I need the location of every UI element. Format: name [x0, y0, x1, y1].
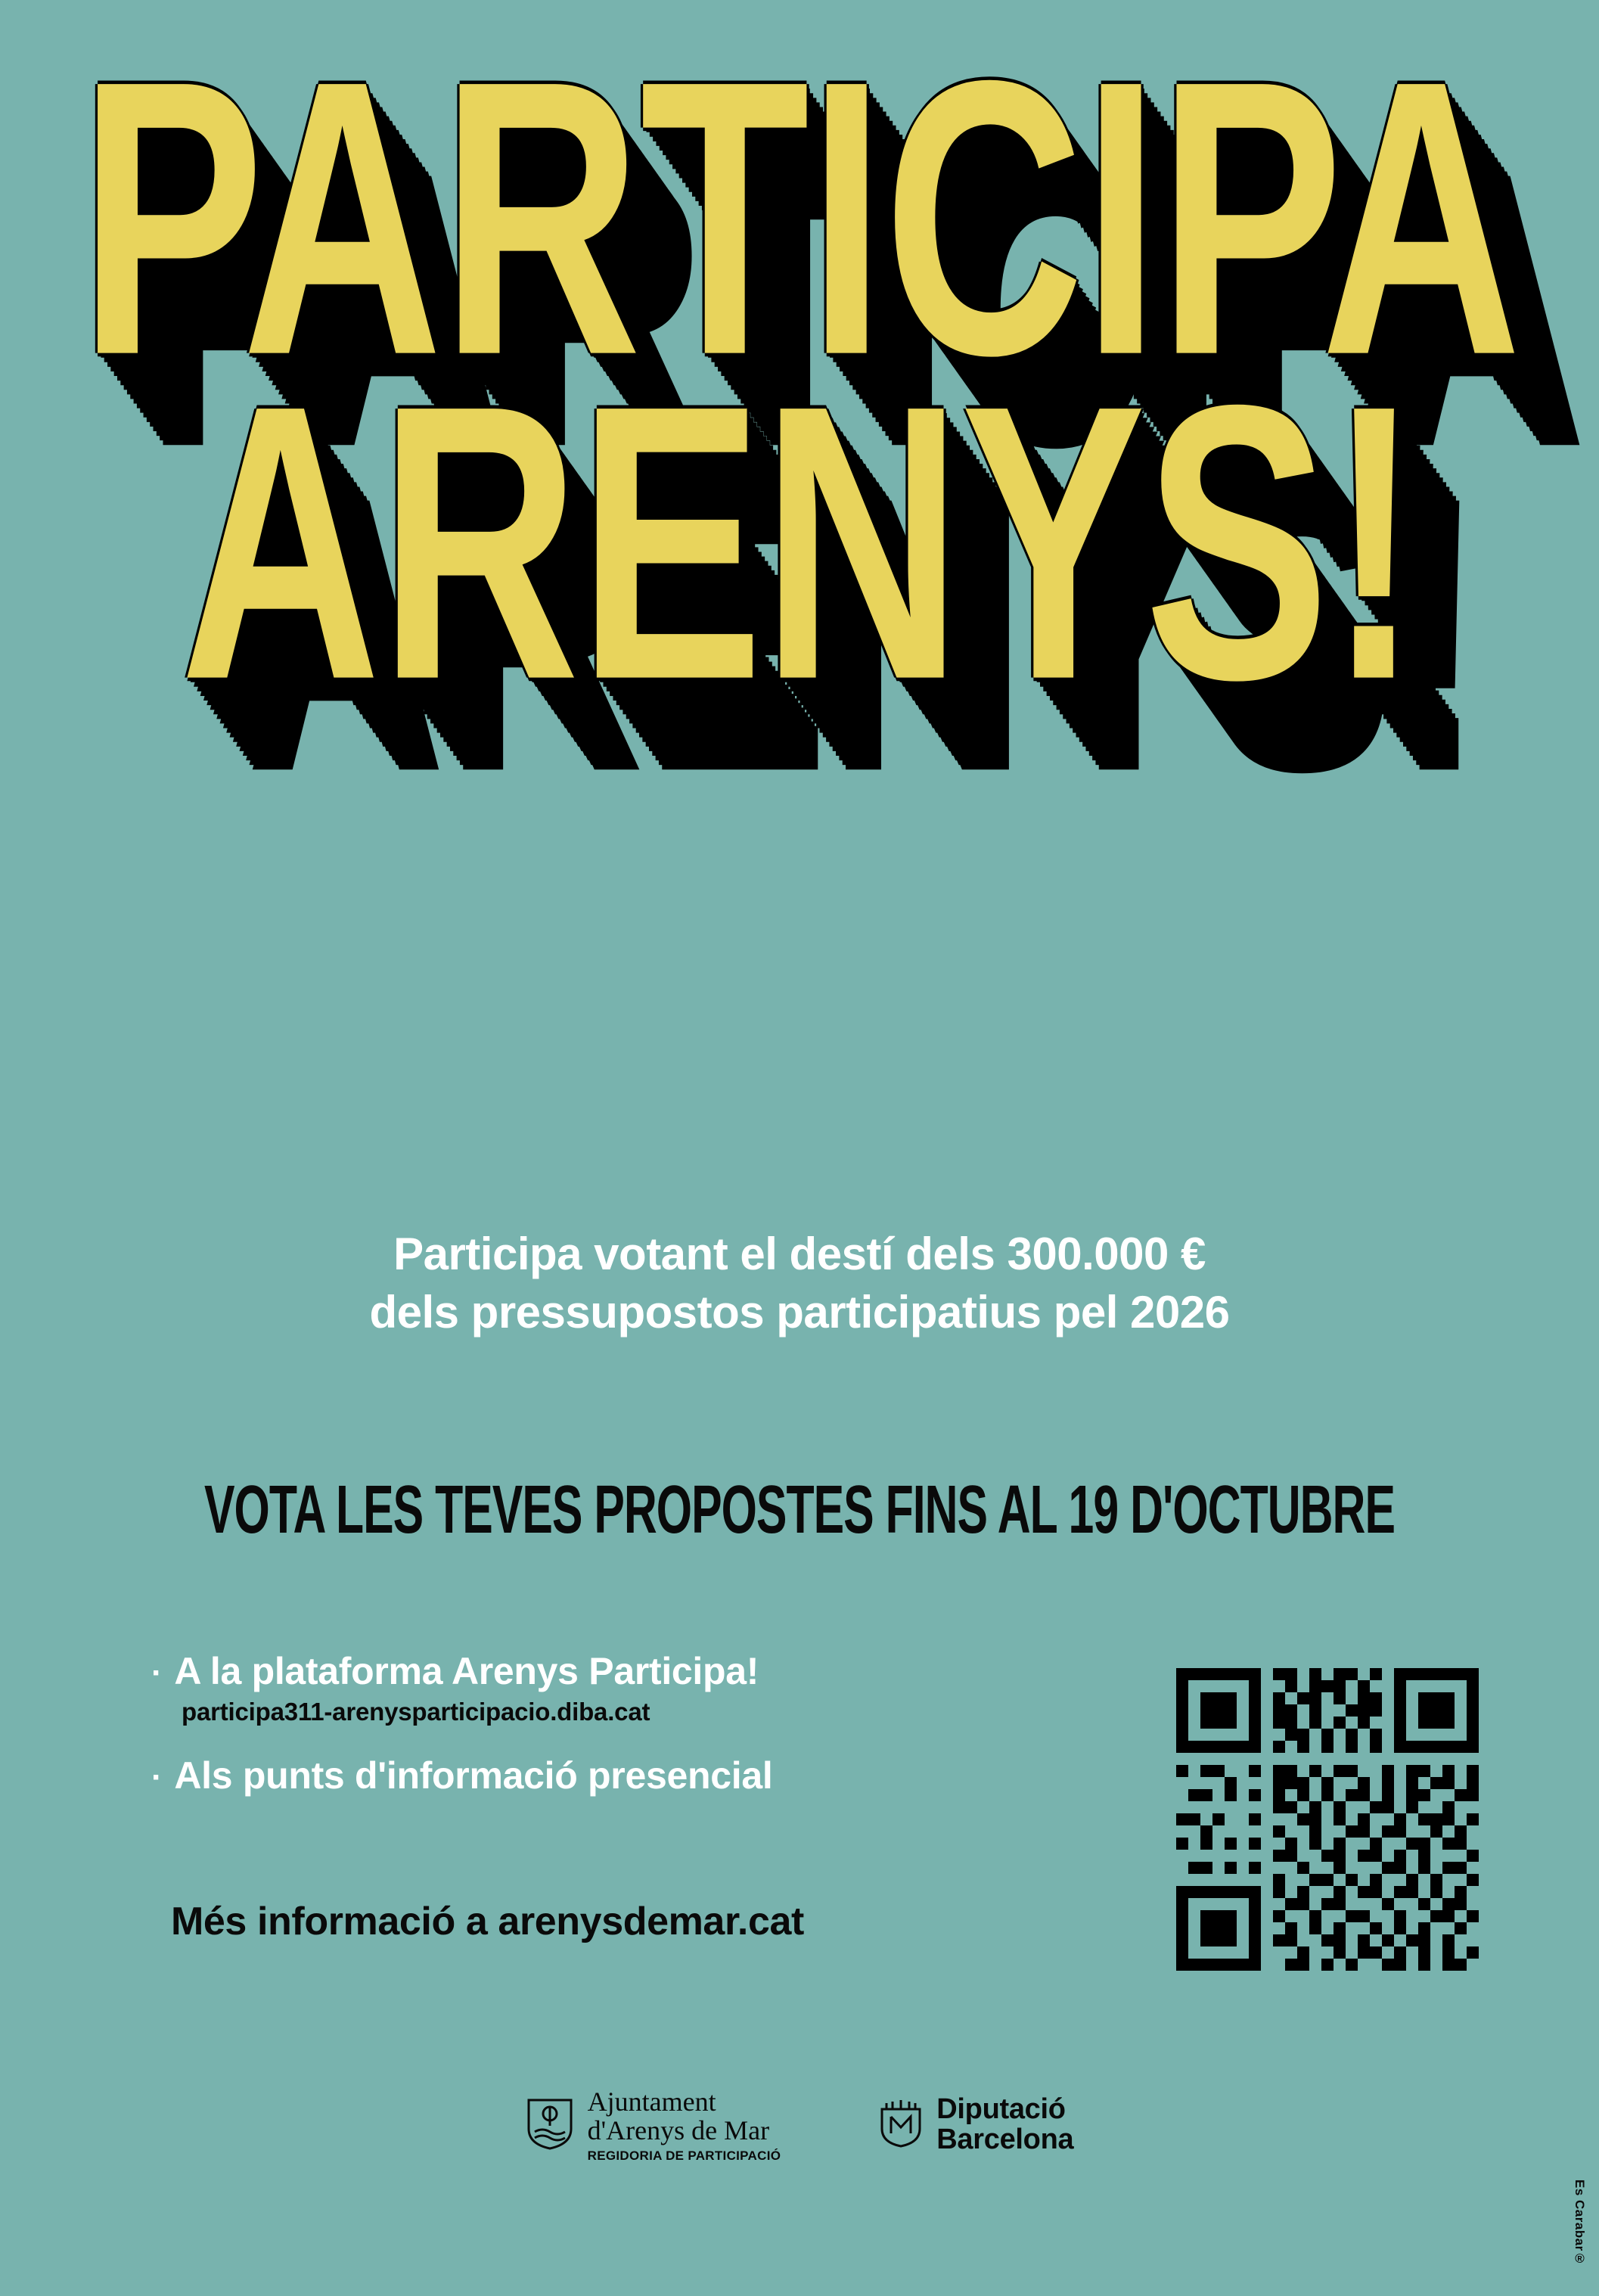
footer-logos	[0, 2088, 1599, 2162]
logo-line-3: REGIDORIA DE PARTICIPACIÓ	[587, 2148, 781, 2163]
list-item-label: A la plataforma Arenys Participa!	[174, 1650, 759, 1692]
diputacio-crest-icon	[879, 2099, 923, 2152]
logo-line-1: Diputació	[936, 2093, 1066, 2126]
list-item-label: Als punts d'informació presencial	[174, 1754, 773, 1797]
bullet-dot-icon: ·	[151, 1654, 163, 1692]
subtitle-block	[0, 1226, 1599, 1342]
platform-url[interactable]: participa311-arenysparticipacio.diba.cat	[182, 1698, 650, 1726]
subtitle-line-1: Participa votant el destí dels 300.000 €	[393, 1229, 1206, 1279]
logo-diputacio-text	[936, 2095, 1073, 2155]
deadline-banner: VOTA LES TEVES PROPOSTES FINS AL 19 D'OCTUBRE	[203, 1472, 1396, 1549]
info-list	[151, 1649, 1135, 1797]
bullet-dot-icon: ·	[151, 1759, 163, 1796]
logo-line-1: Ajuntament	[587, 2086, 716, 2117]
logo-line-2: d'Arenys de Mar	[587, 2114, 770, 2145]
subtitle-line-2: dels pressupostos participatius pel 2026	[369, 1286, 1230, 1338]
list-item	[151, 1754, 1135, 1797]
qr-code-icon	[1169, 1668, 1486, 1971]
designer-credit: Es Carabar®	[1573, 2179, 1587, 2266]
headline-line-1: PARTICIPA	[79, 0, 1520, 437]
qr-code[interactable]	[1169, 1668, 1486, 1971]
logo-diputacio-barcelona	[879, 2095, 1073, 2155]
arenys-coat-of-arms-icon	[526, 2097, 574, 2154]
headline-block	[0, 0, 1599, 762]
more-info-line: Més informació a arenysdemar.cat	[171, 1900, 804, 1943]
logo-ajuntament-arenys-de-mar	[526, 2088, 781, 2162]
logo-line-2: Barcelona	[936, 2124, 1074, 2156]
list-item	[151, 1649, 1135, 1693]
headline-line-2: ARENYS!	[180, 324, 1419, 762]
logo-ajuntament-text	[588, 2088, 781, 2162]
